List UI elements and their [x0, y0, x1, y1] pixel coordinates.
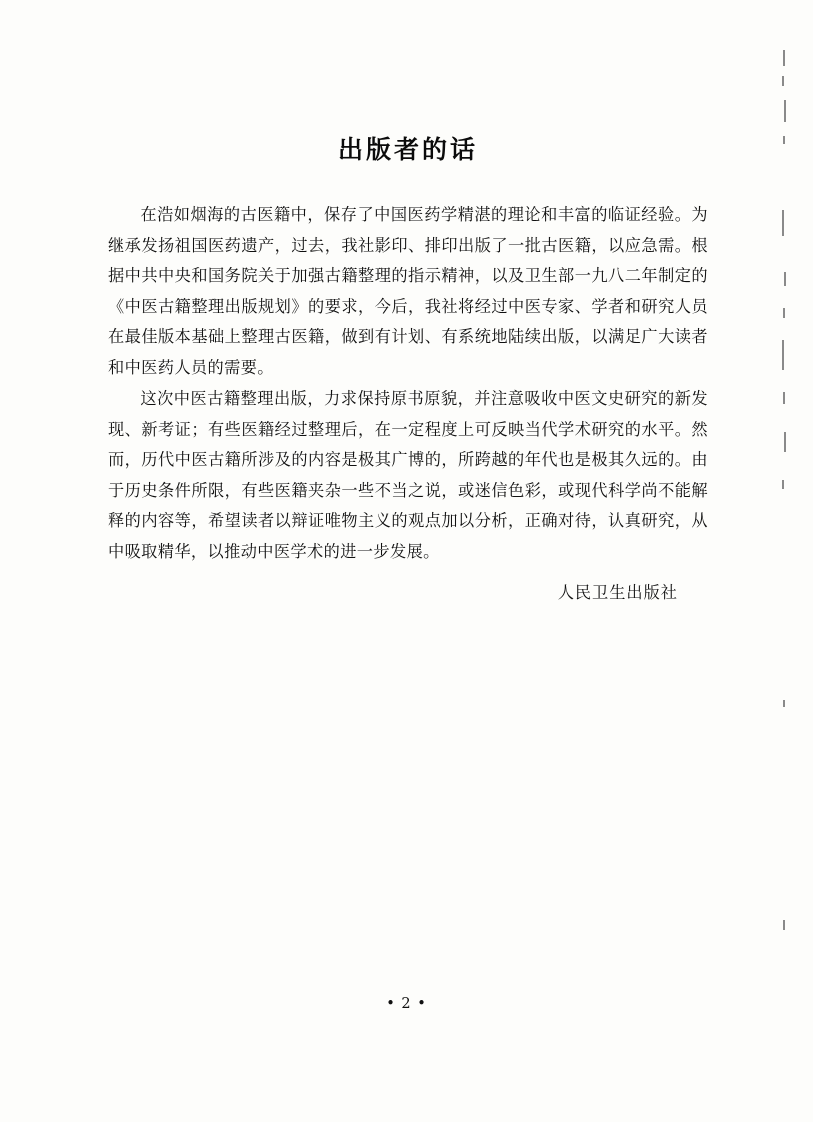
document-body: [108, 130, 708, 603]
paragraph-2: 这次中医古籍整理出版，力求保持原书原貌，并注意吸收中医文史研究的新发现、新考证；有些医籍经过整理后，在一定程度上可反映当代学术研究的水平。然而，历代中医古籍所涉及的内容是极其广博的，所跨越的年代也是极其久远的。由于历史条件所限，有些医籍夹杂一些不当之说，或迷信色彩，或现代科学尚不能解释的内容等，希望读者以辩证唯物主义的观点加以分析，正确对待，认真研究，从中吸取精华，以推动中医学术的进一步发展。: [108, 389, 708, 561]
page-title: 出版者的话: [337, 135, 478, 164]
publisher-signature: 人民卫生出版社: [557, 583, 678, 602]
scan-artifacts: [777, 40, 791, 1000]
page-number: • 2 •: [386, 996, 427, 1012]
paragraph-1: 在浩如烟海的古医籍中，保存了中国医药学精湛的理论和丰富的临证经验。为继承发扬祖国医药遗产，过去，我社影印、排印出版了一批古医籍，以应急需。根据中共中央和国务院关于加强古籍整理的指示精神，以及卫生部一九八二年制定的《中医古籍整理出版规划》的要求，今后，我社将经过中医专家、学者和研究人员在最佳版本基础上整理古医籍，做到有计划、有系统地陆续出版，以满足广大读者和中医药人员的需要。: [108, 205, 708, 377]
